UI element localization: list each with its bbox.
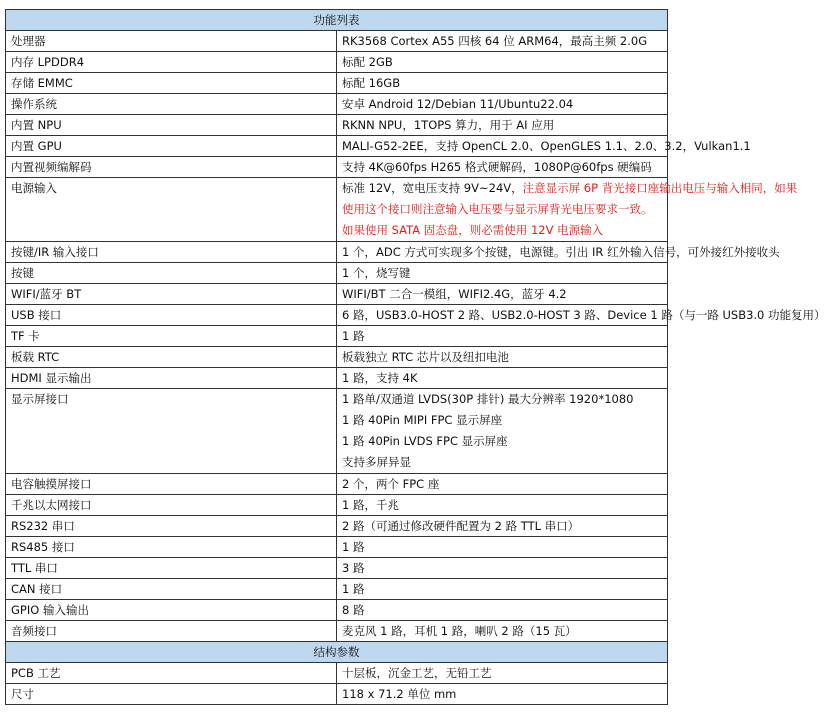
row-value-power — [337, 178, 798, 242]
row-value: 麦克风 1 路，耳机 1 路，喇叭 2 路（15 瓦） — [337, 621, 668, 642]
row-label: WIFI/蓝牙 BT — [6, 284, 337, 305]
row-value-display — [337, 389, 668, 474]
table-row — [6, 558, 668, 579]
row-label: 按键 — [6, 263, 337, 284]
row-value: 8 路 — [337, 600, 668, 621]
spec-sheet — [5, 9, 826, 705]
row-label: CAN 接口 — [6, 579, 337, 600]
row-value: 1 路 — [337, 326, 668, 347]
row-value: 板载独立 RTC 芯片以及纽扣电池 — [337, 347, 668, 368]
table-row — [6, 347, 668, 368]
display-line: 支持多屏异显 — [342, 455, 411, 469]
display-line: 1 路 40Pin LVDS FPC 显示屏座 — [342, 434, 508, 448]
table-row — [6, 52, 668, 73]
row-value: RKNN NPU，1TOPS 算力，用于 AI 应用 — [337, 115, 668, 136]
row-label: 内置 NPU — [6, 115, 337, 136]
row-label: RS232 串口 — [6, 516, 337, 537]
row-label: 操作系统 — [6, 94, 337, 115]
row-label: 音频接口 — [6, 621, 337, 642]
table-row — [6, 31, 668, 52]
display-line: 1 路 40Pin MIPI FPC 显示屏座 — [342, 413, 503, 427]
table-row — [6, 242, 668, 263]
row-label: 处理器 — [6, 31, 337, 52]
row-value: 标配 16GB — [337, 73, 668, 94]
power-warning: 注意显示屏 6P 背光接口座输出电压与输入相同，如果 — [522, 181, 798, 195]
table-row — [6, 326, 668, 347]
row-label: 内存 LPDDR4 — [6, 52, 337, 73]
row-label: PCB 工艺 — [6, 663, 337, 684]
row-label: 按键/IR 输入接口 — [6, 242, 337, 263]
row-label: USB 接口 — [6, 305, 337, 326]
row-label: 内置 GPU — [6, 136, 337, 157]
row-value: 2 个，两个 FPC 座 — [337, 474, 668, 495]
section-header-structure — [6, 642, 668, 663]
row-label: 千兆以太网接口 — [6, 495, 337, 516]
table-row — [6, 537, 668, 558]
table-row — [6, 94, 668, 115]
table-row — [6, 663, 668, 684]
row-value: WIFI/BT 二合一模组，WIFI2.4G，蓝牙 4.2 — [337, 284, 668, 305]
row-value: 6 路，USB3.0-HOST 2 路、USB2.0-HOST 3 路、Device 1 路（与一路 USB3.0 功能复用） — [337, 305, 668, 326]
row-value: RK3568 Cortex A55 四核 64 位 ARM64，最高主频 2.0G — [337, 31, 668, 52]
row-value: 十层板，沉金工艺，无铅工艺 — [337, 663, 668, 684]
row-value: 2 路（可通过修改硬件配置为 2 路 TTL 串口） — [337, 516, 668, 537]
row-label: 存储 EMMC — [6, 73, 337, 94]
table-row — [6, 284, 668, 305]
row-label: 显示屏接口 — [6, 389, 337, 474]
section-title: 功能列表 — [6, 10, 668, 31]
row-value: 3 路 — [337, 558, 668, 579]
row-label: 板载 RTC — [6, 347, 337, 368]
row-value: 标配 2GB — [337, 52, 668, 73]
row-value: 安卓 Android 12/Debian 11/Ubuntu22.04 — [337, 94, 668, 115]
table-row — [6, 474, 668, 495]
row-value: 1 路，支持 4K — [337, 368, 668, 389]
row-label: TF 卡 — [6, 326, 337, 347]
row-label: TTL 串口 — [6, 558, 337, 579]
row-value: 支持 4K@60fps H265 格式硬解码，1080P@60fps 硬编码 — [337, 157, 668, 178]
power-warning: 使用这个接口则注意输入电压要与显示屏背光电压要求一致。 — [342, 202, 653, 216]
table-row — [6, 73, 668, 94]
power-note: 标准 12V，宽电压支持 9V~24V， — [342, 181, 523, 195]
row-label: HDMI 显示输出 — [6, 368, 337, 389]
table-row — [6, 621, 668, 642]
row-value: 1 个，ADC 方式可实现多个按键，电源键。引出 IR 红外输入信号，可外接红外接收头 — [337, 242, 668, 263]
spec-table — [5, 9, 826, 705]
display-line: 1 路单/双通道 LVDS(30P 排针) 最大分辨率 1920*1080 — [342, 392, 634, 406]
row-value: 118 x 71.2 单位 mm — [337, 684, 668, 705]
row-label: 电容触摸屏接口 — [6, 474, 337, 495]
section-header-features — [6, 10, 668, 31]
row-label: 尺寸 — [6, 684, 337, 705]
row-value: MALI-G52-2EE，支持 OpenCL 2.0、OpenGLES 1.1、2.0、3.2，Vulkan1.1 — [337, 136, 668, 157]
table-row — [6, 516, 668, 537]
section-title: 结构参数 — [6, 642, 668, 663]
row-value: 1 路，千兆 — [337, 495, 668, 516]
table-row — [6, 684, 668, 705]
table-row — [6, 136, 668, 157]
table-row — [6, 115, 668, 136]
row-label: 内置视频编解码 — [6, 157, 337, 178]
table-row-display — [6, 389, 668, 474]
table-row — [6, 305, 668, 326]
row-value: 1 路 — [337, 537, 668, 558]
table-row — [6, 600, 668, 621]
table-row — [6, 157, 668, 178]
table-row — [6, 495, 668, 516]
table-row — [6, 368, 668, 389]
row-label: 电源输入 — [6, 178, 337, 242]
power-warning: 如果使用 SATA 固态盘，则必需使用 12V 电源输入 — [342, 223, 604, 237]
table-row — [6, 579, 668, 600]
row-value: 1 个，烧写键 — [337, 263, 668, 284]
row-label: RS485 接口 — [6, 537, 337, 558]
row-label: GPIO 输入输出 — [6, 600, 337, 621]
row-value: 1 路 — [337, 579, 668, 600]
table-row-power — [6, 178, 668, 242]
table-row — [6, 263, 668, 284]
